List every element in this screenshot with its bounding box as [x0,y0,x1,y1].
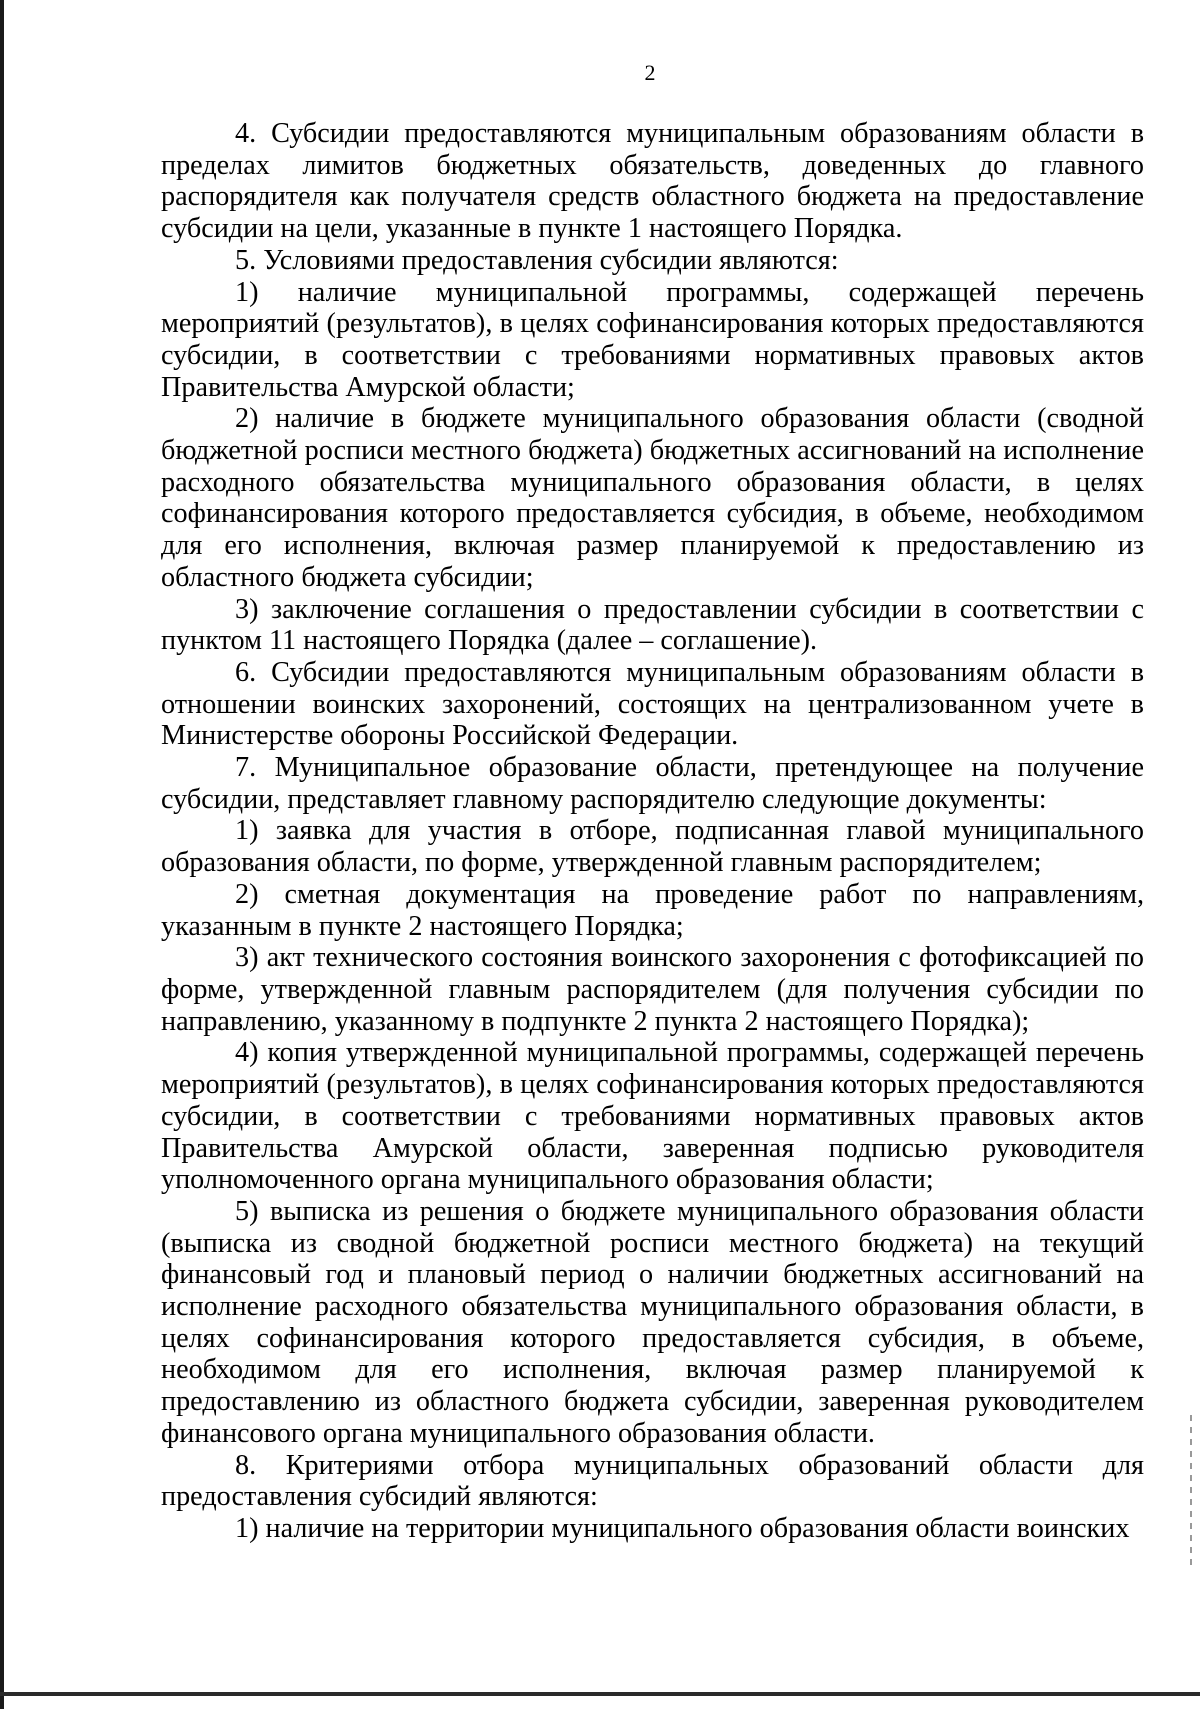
paragraph-5-item-2: 2) наличие в бюджете муниципального образования области (сводной бюджетной росписи местного бюджета) бюджетных ассигнований на исполнение расходного обязательства муниципального образования области, в целях софинансирования которого предоставляется субсидия, в объеме, необходимом для его исполнения, включая размер планируемой к предоставлению из областного бюджета субсидии; [161,403,1144,593]
paragraph-7: 7. Муниципальное образование области, претендующее на получение субсидии, представляет главному распорядителю следующие документы: [161,752,1144,815]
paragraph-7-item-4: 4) копия утвержденной муниципальной программы, содержащей перечень мероприятий (результатов), в целях софинансирования которых предоставляются субсидии, в соответствии с требованиями нормативных правовых актов Правительства Амурской области, заверенная подписью руководителя уполномоченного органа муниципального образования области; [161,1037,1144,1196]
paragraph-7-item-2: 2) сметная документация на проведение работ по направлениям, указанным в пункте 2 настоящего Порядка; [161,878,1144,942]
paragraph-4: 4. Субсидии предоставляются муниципальным образованиям области в пределах лимитов бюджетных обязательств, доведенных до главного распорядителя как получателя средств областного бюджета на предоставление субсидии на цели, указанные в пункте 1 настоящего Порядка. [161,118,1144,245]
paragraph-6: 6. Субсидии предоставляются муниципальным образованиям области в отношении воинских захоронений, состоящих на централизованном учете в Министерстве обороны Российской Федерации. [161,656,1144,752]
scan-left-edge [0,0,4,1709]
paragraph-7-item-5: 5) выписка из решения о бюджете муниципального образования области (выписка из сводной бюджетной росписи местного бюджета) на текущий финансовый год и плановый период о наличии бюджетных ассигнований на исполнение расходного обязательства муниципального образования области, в целях софинансирования которого предоставляется субсидия, в объеме, необходимом для его исполнения, включая размер планируемой к предоставлению из областного бюджета субсидии, заверенная руководителем финансового органа муниципального образования области. [161,1195,1144,1449]
paragraph-8: 8. Критериями отбора муниципальных образований области для предоставления субсидий являются: [161,1449,1144,1513]
paragraph-7-item-3: 3) акт технического состояния воинского захоронения с фотофиксацией по форме, утвержденной главным распорядителем (для получения субсидии по направлению, указанному в подпункте 2 пункта 2 настоящего Порядка); [161,942,1144,1037]
paragraph-7-item-1: 1) заявка для участия в отборе, подписанная главой муниципального образования области, по форме, утвержденной главным распорядителем; [161,815,1144,879]
page-number: 2 [644,60,656,85]
paragraph-5: 5. Условиями предоставления субсидии являются: [235,244,839,276]
scan-bottom-edge [0,1692,1200,1696]
paragraph-8-item-1: 1) наличие на территории муниципального образования области воинских [235,1512,1130,1544]
scan-right-marks [1190,1415,1192,1565]
paragraph-5-item-1: 1) наличие муниципальной программы, содержащей перечень мероприятий (результатов), в целях софинансирования которых предоставляются субсидии, в соответствии с требованиями нормативных правовых актов Правительства Амурской области; [161,276,1144,403]
document-body [161,118,1144,1545]
paragraph-5-item-3: 3) заключение соглашения о предоставлении субсидии в соответствии с пунктом 11 настоящего Порядка (далее – соглашение). [161,593,1144,657]
